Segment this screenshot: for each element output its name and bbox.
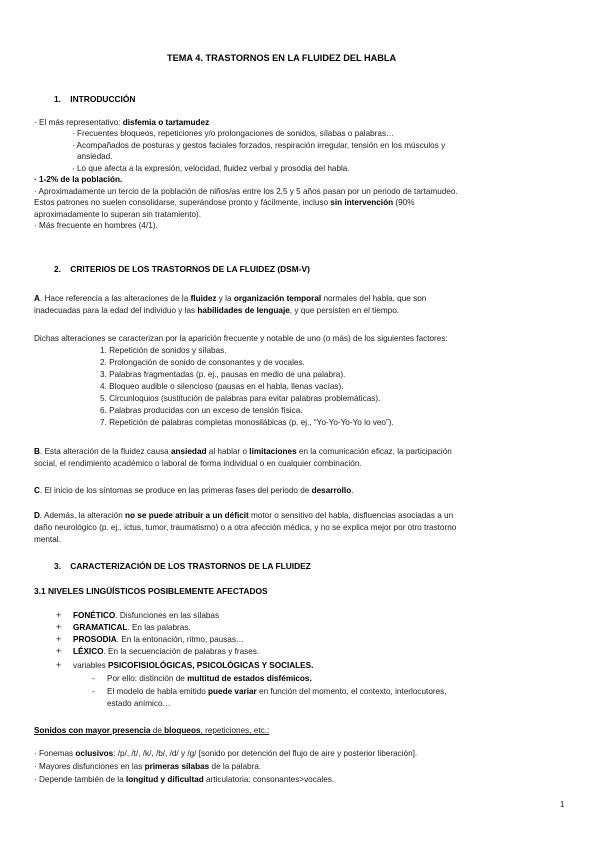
sounds-bullet-length: · Depende también de la longitud y dificultad articulatoria: consonantes>vocales. xyxy=(34,775,335,784)
section-3-1-heading: 3.1 NIVELES LINGÜÍSTICOS POSIBLEMENTE AFECTADOS xyxy=(34,586,268,596)
plus-bullet: + xyxy=(56,622,62,632)
level-lexico: LÉXICO. En la secuenciación de palabras y frases. xyxy=(73,647,260,656)
criterion-b-line1: B. Esta alteración de la fluidez causa ansiedad al hablar o limitaciones en la comunicación eficaz, la participación xyxy=(34,447,452,456)
criterion-a-line2: inadecuadas para la edad del individuo y las habilidades de lenguaje, y que persisten en el tiempo. xyxy=(34,306,400,315)
s1-sub-bullet-3: · Lo que afecta a la expresión, velocidad, fluidez verbal y prosodia del habla. xyxy=(72,164,350,173)
s1-sub-bullet-2-cont: ansiedad. xyxy=(77,152,113,161)
s1-bullet-third-line3: aproximadamente lo superan sin tratamiento). xyxy=(34,210,202,219)
criterion-d-line2: daño neurológico (p. ej., ictus, tumor, traumatismo) o a otra afección médica, y no se explica mejor por otro trastorno xyxy=(34,523,457,532)
s1-bullet-third-line1: · Aproximadamente un tercio de la población de niños/as entre los 2,5 y 5 años pasan por un periodo de tartamudeo. xyxy=(34,187,458,196)
s1-bullet-men: · Más frecuente en hombres (4/1). xyxy=(34,221,158,230)
plus-bullet: + xyxy=(56,610,62,620)
level-gramatical: GRAMATICAL. En las palabras. xyxy=(73,623,191,632)
variables-sub-1: Por ello: distinción de multitud de estados disfémicos. xyxy=(107,674,312,683)
factor-item: 7. Repetición de palabras completas monosilábicas (p. ej., “Yo-Yo-Yo-Yo lo veo”). xyxy=(100,418,394,427)
plus-bullet: + xyxy=(56,660,62,670)
plus-bullet: + xyxy=(56,634,62,644)
level-prosodia: PROSODIA. En la entonación, ritmo, pausas… xyxy=(73,635,245,644)
criterion-b-line2: social, el rendimiento académico o laboral de forma individual o en cualquier combinación. xyxy=(34,459,362,468)
s1-bullet-population: · 1-2% de la población. xyxy=(34,175,123,184)
factors-intro: Dichas alteraciones se caracterizan por la aparición frecuente y notable de uno (o más) de los siguientes factores: xyxy=(34,334,448,343)
criterion-a-line1: A. Hace referencia a las alteraciones de la fluidez y la organización temporal normales del habla, que son xyxy=(34,294,427,303)
s1-bullet-representative: · El más representativo: disfemia o tartamudez xyxy=(34,118,210,127)
section-2-heading: 2. CRITERIOS DE LOS TRASTORNOS DE LA FLUIDEZ (DSM-V) xyxy=(54,264,310,274)
sounds-heading: Sonidos con mayor presencia de bloqueos, repeticiones, etc.: xyxy=(34,726,270,735)
factor-item: 1. Repetición de sonidos y sílabas. xyxy=(100,346,227,355)
sounds-bullet-oclusivos: · Fonemas oclusivos: /p/, /t/, /k/, /b/, /d/ y /g/ [sonido por detención del flujo de aire y posterior liberación]. xyxy=(34,749,418,758)
variables-sub-2: El modelo de habla emitido puede variar en función del momento, el contexto, interlocutores, xyxy=(107,687,447,696)
page-number: 1 xyxy=(560,800,565,809)
factor-item: 3. Palabras fragmentadas (p. ej., pausas en medio de una palabra). xyxy=(100,370,346,379)
factor-item: 4. Bloqueo audible o silencioso (pausas en el habla, llenas vacías). xyxy=(100,382,344,391)
criterion-c: C. El inicio de los síntomas se produce en las primeras fases del periodo de desarrollo. xyxy=(34,486,354,495)
s1-sub-bullet-1: · Frecuentes bloqueos, repeticiones y/o prolongaciones de sonidos, sílabas o palabras… xyxy=(72,129,395,138)
criterion-d-line1: D. Además, la alteración no se puede atribuir a un déficit motor o sensitivo del habla, disfluencias asociadas a un xyxy=(34,511,454,520)
dash-bullet: - xyxy=(92,674,95,683)
dash-bullet: - xyxy=(92,687,95,696)
variables-sub-2-cont: estado anímico… xyxy=(107,699,171,708)
factor-item: 2. Prolongación de sonido de consonantes y de vocales. xyxy=(100,358,305,367)
sounds-bullet-first-syllables: · Mayores disfunciones en las primeras sílabas de la palabra. xyxy=(34,762,262,771)
section-3-heading: 3. CARACTERIZACIÓN DE LOS TRASTORNOS DE LA FLUIDEZ xyxy=(54,561,311,571)
plus-bullet: + xyxy=(56,646,62,656)
factor-item: 6. Palabras producidas con un exceso de tensión física. xyxy=(100,406,303,415)
s1-bullet-third-line2: Estos patrones no suelen consolidarse, superándose pronto y fácilmente, incluso sin intervención (90% xyxy=(34,198,415,207)
s1-sub-bullet-2: · Acompañados de posturas y gestos faciales forzados, respiración irregular, tensión en los músculos y xyxy=(72,141,446,150)
level-fonetico: FONÉTICO. Disfunciones en las sílabas xyxy=(73,611,220,620)
page-title: TEMA 4. TRASTORNOS EN LA FLUIDEZ DEL HABLA xyxy=(167,53,397,63)
factor-item: 5. Circunloquios (sustitución de palabras para evitar palabras problemáticas). xyxy=(100,394,381,403)
criterion-d-line3: mental. xyxy=(34,535,61,544)
level-variables: variables PSICOFISIOLÓGICAS, PSICOLÓGICAS Y SOCIALES. xyxy=(73,661,314,670)
section-1-heading: 1. INTRODUCCIÓN xyxy=(54,94,136,104)
